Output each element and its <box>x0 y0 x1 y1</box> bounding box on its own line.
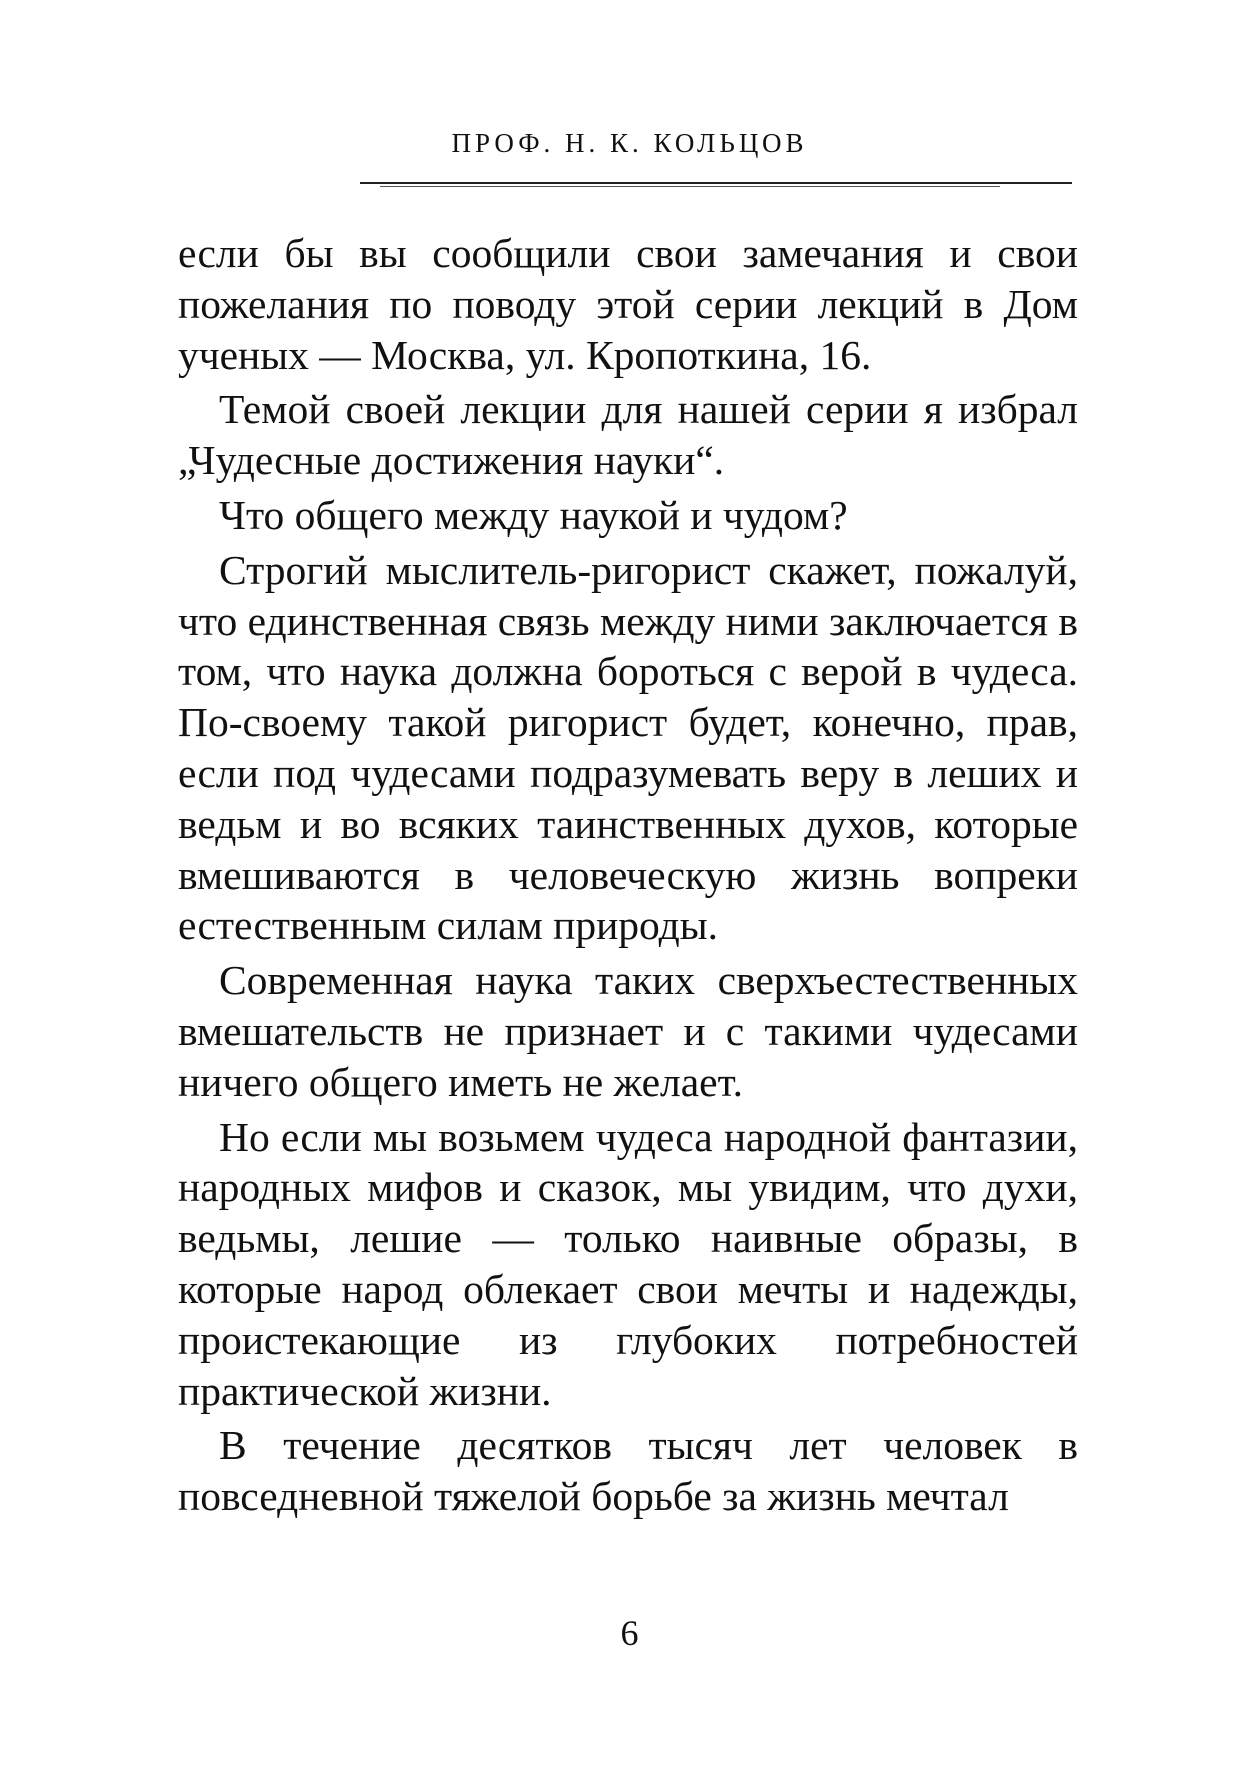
page-body <box>178 228 1078 1526</box>
paragraph: В течение десятков тысяч лет человек в повседневной тяжелой борьбе за жизнь мечтал <box>178 1422 1078 1520</box>
header-rule <box>360 182 1072 184</box>
paragraph: если бы вы сообщили свои замечания и свои пожелания по поводу этой серии лекций в Дом ученых — Москва, ул. Кропоткина, 16. <box>178 230 1078 378</box>
paragraph: Темой своей лекции для нашей серии я избрал „Чудесные достижения науки“. <box>178 386 1078 484</box>
running-header: ПРОФ. Н. К. КОЛЬЦОВ <box>451 128 808 158</box>
page-number: 6 <box>620 1613 639 1653</box>
paragraph: Но если мы возьмем чудеса народной фантазии, народных мифов и сказок, мы увидим, что духи, ведьмы, лешие — только наивные образы, в которые народ облекает свои мечты и надежды, проистекающие из глубоких потребностей практической жизни. <box>178 1113 1078 1414</box>
header-rule-thin <box>380 186 1000 187</box>
paragraph: Строгий мыслитель-ригорист скажет, пожалуй, что единственная связь между ними заключается в том, что наука должна бороться с верой в чудеса. По-своему такой ригорист будет, конечно, прав, если под чудесами подразумевать веру в леших и ведьм и во всяких таинственных духов, которые вмешиваются в человеческую жизнь вопреки естественным силам природы. <box>178 546 1078 949</box>
paragraph: Современная наука таких сверхъестественных вмешательств не признает и с такими чудесами ничего общего иметь не желает. <box>178 957 1078 1105</box>
paragraph: Что общего между наукой и чудом? <box>219 491 848 538</box>
